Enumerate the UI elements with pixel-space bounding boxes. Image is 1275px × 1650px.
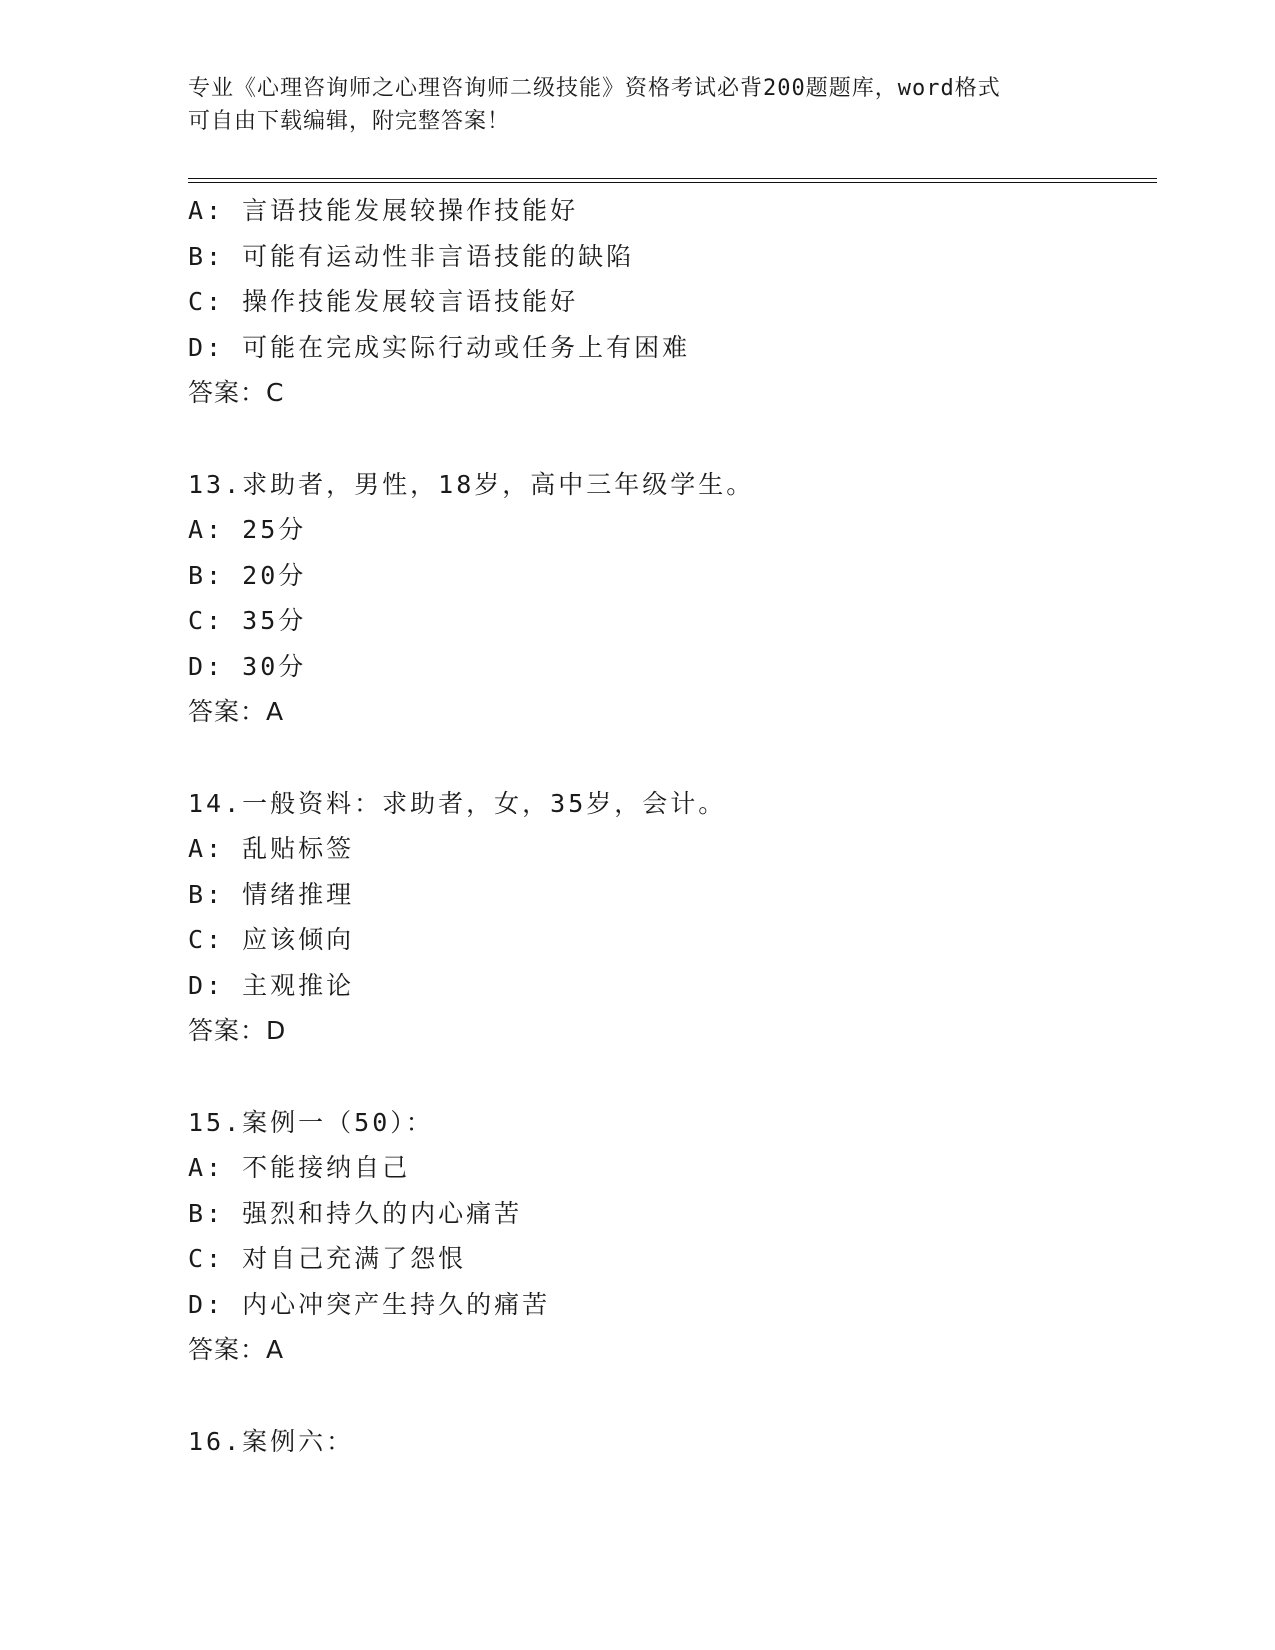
question-list (188, 188, 1157, 1464)
question-15 (188, 1100, 1157, 1373)
option-a: A: 25分 (188, 515, 307, 544)
answer-line: 答案：A (188, 697, 285, 726)
question-title: 13.求助者，男性，18岁，高中三年级学生。 (188, 469, 755, 499)
answer-line: 答案：C (188, 378, 285, 407)
option-d: D: 主观推论 (188, 970, 355, 1000)
spacer (188, 1373, 1157, 1419)
option-b: B: 20分 (188, 560, 307, 590)
question-13 (188, 462, 1157, 735)
header-line-2: 可自由下载编辑，附完整答案！ (188, 109, 511, 134)
option-b: B: 可能有运动性非言语技能的缺陷 (188, 241, 635, 271)
answer-line: 答案：A (188, 1335, 285, 1364)
header-line-1: 专业《心理咨询师之心理咨询师二级技能》资格考试必背200题题库，word格式 (188, 76, 1001, 101)
option-c: C: 操作技能发展较言语技能好 (188, 287, 579, 316)
header-divider (188, 178, 1157, 183)
option-b: B: 强烈和持久的内心痛苦 (188, 1198, 523, 1228)
option-a: A: 不能接纳自己 (188, 1153, 411, 1182)
spacer (188, 416, 1157, 462)
option-c: C: 应该倾向 (188, 925, 355, 954)
option-a: A: 乱贴标签 (188, 834, 355, 863)
spacer (188, 735, 1157, 781)
option-c: C: 对自己充满了怨恨 (188, 1244, 467, 1273)
question-14 (188, 781, 1157, 1054)
option-a: A: 言语技能发展较操作技能好 (188, 196, 579, 225)
question-title: 14.一般资料：求助者，女，35岁，会计。 (188, 788, 727, 818)
option-d: D: 可能在完成实际行动或任务上有困难 (188, 332, 691, 362)
option-c: C: 35分 (188, 606, 307, 635)
option-b: B: 情绪推理 (188, 879, 355, 909)
question-12 (188, 188, 1157, 416)
question-title: 16.案例六： (188, 1426, 355, 1456)
question-title: 15.案例一（50）： (188, 1107, 434, 1137)
answer-line: 答案：D (188, 1016, 287, 1045)
document-header (188, 72, 1088, 138)
option-d: D: 30分 (188, 651, 307, 681)
option-d: D: 内心冲突产生持久的痛苦 (188, 1289, 551, 1319)
question-16 (188, 1419, 1157, 1465)
spacer (188, 1054, 1157, 1100)
